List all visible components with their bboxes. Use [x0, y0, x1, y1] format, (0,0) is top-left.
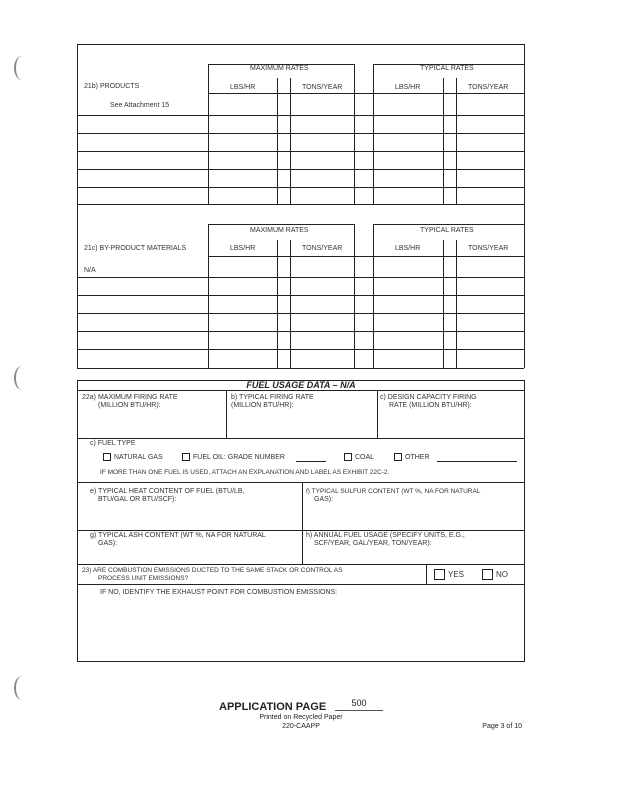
byproducts-typical-rates-header: TYPICAL RATES	[420, 227, 474, 234]
byproducts-col-tons-year-typ: TONS/YEAR	[468, 245, 509, 252]
punch-hole-middle	[14, 366, 30, 390]
byproducts-max-rates-header: MAXIMUM RATES	[250, 227, 309, 234]
products-label: 21b) PRODUCTS	[84, 83, 140, 90]
combustion-question-line1: 23) ARE COMBUSTION EMISSIONS DUCTED TO THE SAME STACK OR CONTROL AS	[82, 567, 343, 574]
coal-checkbox[interactable]	[344, 453, 352, 461]
application-page-label: APPLICATION PAGE	[219, 701, 327, 713]
products-col-lbs-hr-typ: LBS/HR	[395, 84, 421, 91]
exhaust-point-label: IF NO, IDENTIFY THE EXHAUST POINT FOR COMBUSTION EMISSIONS:	[100, 589, 338, 596]
annual-fuel-usage-units: SCF/YEAR, GAL/YEAR, TON/YEAR):	[314, 540, 432, 547]
heat-content-label: e) TYPICAL HEAT CONTENT OF FUEL (BTU/LB,	[90, 488, 245, 495]
punch-hole-top	[14, 56, 30, 80]
page-number: Page 3 of 10	[482, 723, 522, 730]
other-fuel-field[interactable]	[437, 461, 517, 462]
products-col-lbs-hr-max: LBS/HR	[230, 84, 256, 91]
products-col-tons-year-typ: TONS/YEAR	[468, 84, 509, 91]
punch-hole-bottom	[14, 676, 30, 700]
other-checkbox[interactable]	[394, 453, 402, 461]
multiple-fuel-note: IF MORE THAN ONE FUEL IS USED, ATTACH AN EXPLANATION AND LABEL AS EXHIBIT 22C-2.	[100, 469, 390, 476]
max-firing-rate-units: (MILLION BTU/HR):	[98, 402, 161, 409]
sulfur-content-label: f) TYPICAL SULFUR CONTENT (WT %, NA FOR NATURAL	[306, 488, 481, 495]
form-code: 220-CAAPP	[282, 723, 320, 730]
ash-content-label: g) TYPICAL ASH CONTENT (WT %, NA FOR NATURAL	[90, 532, 266, 539]
products-first-entry: See Attachment 15	[110, 102, 170, 109]
products-col-tons-year-max: TONS/YEAR	[302, 84, 343, 91]
byproducts-col-tons-year-max: TONS/YEAR	[302, 245, 343, 252]
byproducts-col-lbs-hr-typ: LBS/HR	[395, 245, 421, 252]
no-checkbox[interactable]	[482, 569, 493, 580]
byproducts-first-entry: N/A	[84, 267, 96, 274]
design-capacity-label: c) DESIGN CAPACITY FIRING	[380, 394, 477, 401]
combustion-question-line2: PROCESS UNIT EMISSIONS?	[98, 575, 189, 582]
fuel-oil-grade-field[interactable]	[296, 461, 326, 462]
yes-checkbox[interactable]	[434, 569, 445, 580]
heat-content-units: BTU/GAL OR BTU/SCF):	[98, 496, 177, 503]
ash-content-units: GAS):	[98, 540, 118, 547]
no-label: NO	[496, 570, 508, 579]
products-typical-rates-header: TYPICAL RATES	[420, 65, 474, 72]
typical-firing-rate-label: b) TYPICAL FIRING RATE	[231, 394, 314, 401]
recycled-paper-note: Printed on Recycled Paper	[259, 714, 343, 721]
typical-firing-rate-units: (MILLION BTU/HR):	[231, 402, 294, 409]
sulfur-content-units: GAS):	[314, 496, 334, 503]
coal-label: COAL	[355, 454, 375, 461]
fuel-type-label: c) FUEL TYPE	[90, 440, 136, 447]
products-max-rates-header: MAXIMUM RATES	[250, 65, 309, 72]
fuel-oil-label: FUEL OIL: GRADE NUMBER	[193, 454, 285, 461]
fuel-oil-checkbox[interactable]	[182, 453, 190, 461]
natural-gas-label: NATURAL GAS	[114, 454, 163, 461]
application-page-number: 500	[351, 698, 367, 708]
other-label: OTHER	[405, 454, 430, 461]
byproducts-label: 21c) BY-PRODUCT MATERIALS	[84, 245, 187, 252]
annual-fuel-usage-label: h) ANNUAL FUEL USAGE (SPECIFY UNITS, E.G.,	[306, 532, 465, 539]
yes-label: YES	[448, 570, 465, 579]
byproducts-col-lbs-hr-max: LBS/HR	[230, 245, 256, 252]
max-firing-rate-label: 22a) MAXIMUM FIRING RATE	[82, 394, 178, 401]
design-capacity-units: RATE (MILLION BTU/HR):	[389, 402, 472, 409]
natural-gas-checkbox[interactable]	[103, 453, 111, 461]
fuel-usage-title: FUEL USAGE DATA – N/A	[246, 380, 356, 390]
